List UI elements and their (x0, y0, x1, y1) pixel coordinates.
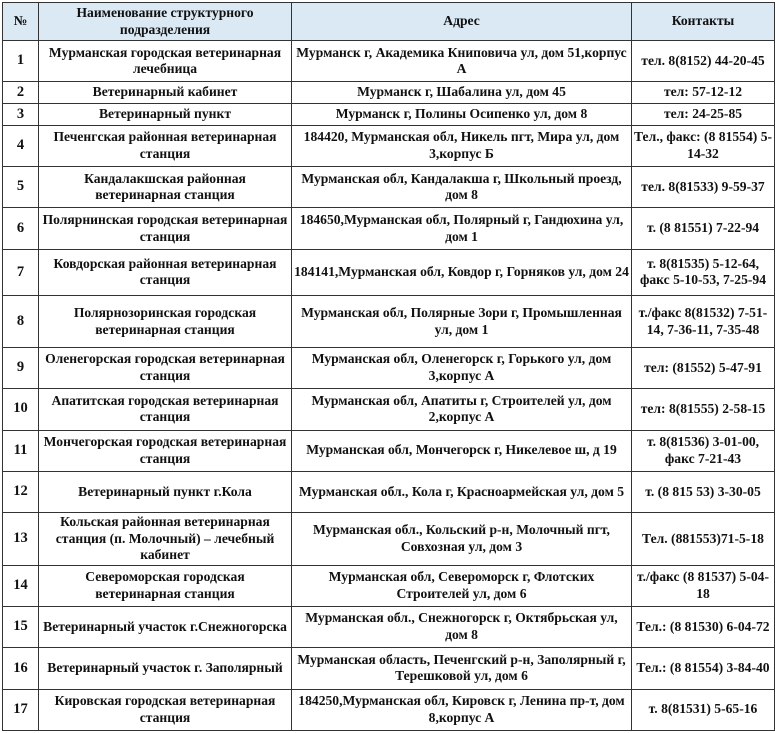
row-contacts: т. (8 81551) 7-22-94 (632, 208, 775, 249)
row-contacts: Тел. (881553)71-5-18 (632, 513, 775, 565)
row-contacts: т. 8(81535) 5-12-64, факс 5-10-53, 7-25-94 (632, 249, 775, 296)
table-row (3, 347, 775, 388)
row-num: 10 (3, 389, 39, 430)
row-num: 15 (3, 606, 39, 647)
row-address: Мурманская обл, Североморск г, Флотских Строителей ул, дом 6 (292, 565, 632, 606)
row-num: 17 (3, 689, 39, 730)
row-address: Мурманск г, Полины Осипенко ул, дом 8 (292, 104, 632, 126)
row-name: Кировская городская ветеринарная станция (39, 689, 292, 730)
row-name: Ветеринарный участок г. Заполярный (39, 648, 292, 689)
row-contacts: т. 8(81531) 5-65-16 (632, 689, 775, 730)
row-name: Оленегорская городская ветеринарная станция (39, 347, 292, 388)
row-address: Мурманская область, Печенгский р-н, Заполярный г, Терешковой ул, дом 6 (292, 648, 632, 689)
row-contacts: т./факс (8 81537) 5-04-18 (632, 565, 775, 606)
row-name: Североморская городская ветеринарная станция (39, 565, 292, 606)
row-address: Мурманск г, Академика Книповича ул, дом 51,корпус А (292, 41, 632, 82)
table-row (3, 249, 775, 296)
row-address: 184650,Мурманская обл, Полярный г, Гандюхина ул, дом 1 (292, 208, 632, 249)
table-row (3, 606, 775, 647)
row-name: Печенгская районная ветеринарная станция (39, 125, 292, 166)
row-contacts: тел: 57-12-12 (632, 82, 775, 104)
row-address: Мурманск г, Шабалина ул, дом 45 (292, 82, 632, 104)
row-contacts: т./факс 8(81532) 7-51-14, 7-36-11, 7-35-48 (632, 296, 775, 348)
row-address: Мурманская обл, Мончегорск г, Никелевое ш, д 19 (292, 430, 632, 471)
row-address: Мурманская обл., Кола г, Красноармейская ул, дом 5 (292, 471, 632, 512)
row-contacts: Тел.: (8 81530) 6-04-72 (632, 606, 775, 647)
table-header-row (3, 3, 775, 41)
row-name: Ветеринарный пункт г.Кола (39, 471, 292, 512)
row-address: Мурманская обл, Апатиты г, Строителей ул, дом 2,корпус А (292, 389, 632, 430)
row-contacts: тел. 8(8152) 44-20-45 (632, 41, 775, 82)
table-row (3, 648, 775, 689)
row-name: Апатитская городская ветеринарная станция (39, 389, 292, 430)
table-row (3, 513, 775, 565)
row-num: 9 (3, 347, 39, 388)
row-name: Мурманская городская ветеринарная лечебница (39, 41, 292, 82)
row-address: 184141,Мурманская обл, Ковдор г, Горняков ул, дом 24 (292, 249, 632, 296)
row-num: 2 (3, 82, 39, 104)
row-name: Кандалакшская районная ветеринарная станция (39, 167, 292, 208)
row-contacts: тел: (81552) 5-47-91 (632, 347, 775, 388)
row-address: Мурманская обл., Снежногорск г, Октябрьская ул, дом 8 (292, 606, 632, 647)
table-row (3, 167, 775, 208)
row-name: Ветеринарный участок г.Снежногорска (39, 606, 292, 647)
header-name: Наименование структурного подразделения (39, 3, 292, 41)
row-num: 3 (3, 104, 39, 126)
row-num: 11 (3, 430, 39, 471)
row-address: Мурманская обл., Кольский р-н, Молочный пгт, Совхозная ул, дом 3 (292, 513, 632, 565)
row-num: 16 (3, 648, 39, 689)
row-name: Ветеринарный кабинет (39, 82, 292, 104)
header-contacts: Контакты (632, 3, 775, 41)
row-num: 5 (3, 167, 39, 208)
row-name: Мончегорская городская ветеринарная станция (39, 430, 292, 471)
row-contacts: тел. 8(81533) 9-59-37 (632, 167, 775, 208)
row-contacts: Тел.: (8 81554) 3-84-40 (632, 648, 775, 689)
row-contacts: Тел., факс: (8 81554) 5-14-32 (632, 125, 775, 166)
row-address: Мурманская обл, Кандалакша г, Школьный проезд, дом 8 (292, 167, 632, 208)
row-contacts: тел: 8(81555) 2-58-15 (632, 389, 775, 430)
row-num: 13 (3, 513, 39, 565)
table-row (3, 296, 775, 348)
table-row (3, 471, 775, 512)
row-contacts: т. (8 815 53) 3-30-05 (632, 471, 775, 512)
row-num: 8 (3, 296, 39, 348)
row-num: 7 (3, 249, 39, 296)
table-row (3, 125, 775, 166)
row-address: Мурманская обл, Полярные Зори г, Промышленная ул, дом 1 (292, 296, 632, 348)
table-row (3, 430, 775, 471)
vet-stations-table (2, 2, 775, 731)
row-num: 6 (3, 208, 39, 249)
row-address: 184420, Мурманская обл, Никель пгт, Мира ул, дом 3,корпус Б (292, 125, 632, 166)
table-row (3, 208, 775, 249)
table-row (3, 565, 775, 606)
table-row (3, 389, 775, 430)
row-num: 4 (3, 125, 39, 166)
row-address: Мурманская обл, Оленегорск г, Горького ул, дом 3,корпус А (292, 347, 632, 388)
row-name: Полярнозоринская городская ветеринарная станция (39, 296, 292, 348)
row-num: 14 (3, 565, 39, 606)
table-row (3, 689, 775, 730)
row-name: Ковдорская районная ветеринарная станция (39, 249, 292, 296)
table-row (3, 104, 775, 126)
table-row (3, 41, 775, 82)
row-address: 184250,Мурманская обл, Кировск г, Ленина пр-т, дом 8,корпус А (292, 689, 632, 730)
header-address: Адрес (292, 3, 632, 41)
row-contacts: т. 8(81536) 3-01-00, факс 7-21-43 (632, 430, 775, 471)
row-num: 12 (3, 471, 39, 512)
row-name: Полярнинская городская ветеринарная станция (39, 208, 292, 249)
row-name: Кольская районная ветеринарная станция (п. Молочный) – лечебный кабинет (39, 513, 292, 565)
row-num: 1 (3, 41, 39, 82)
row-contacts: тел: 24-25-85 (632, 104, 775, 126)
table-row (3, 82, 775, 104)
row-name: Ветеринарный пункт (39, 104, 292, 126)
header-num: № (3, 3, 39, 41)
